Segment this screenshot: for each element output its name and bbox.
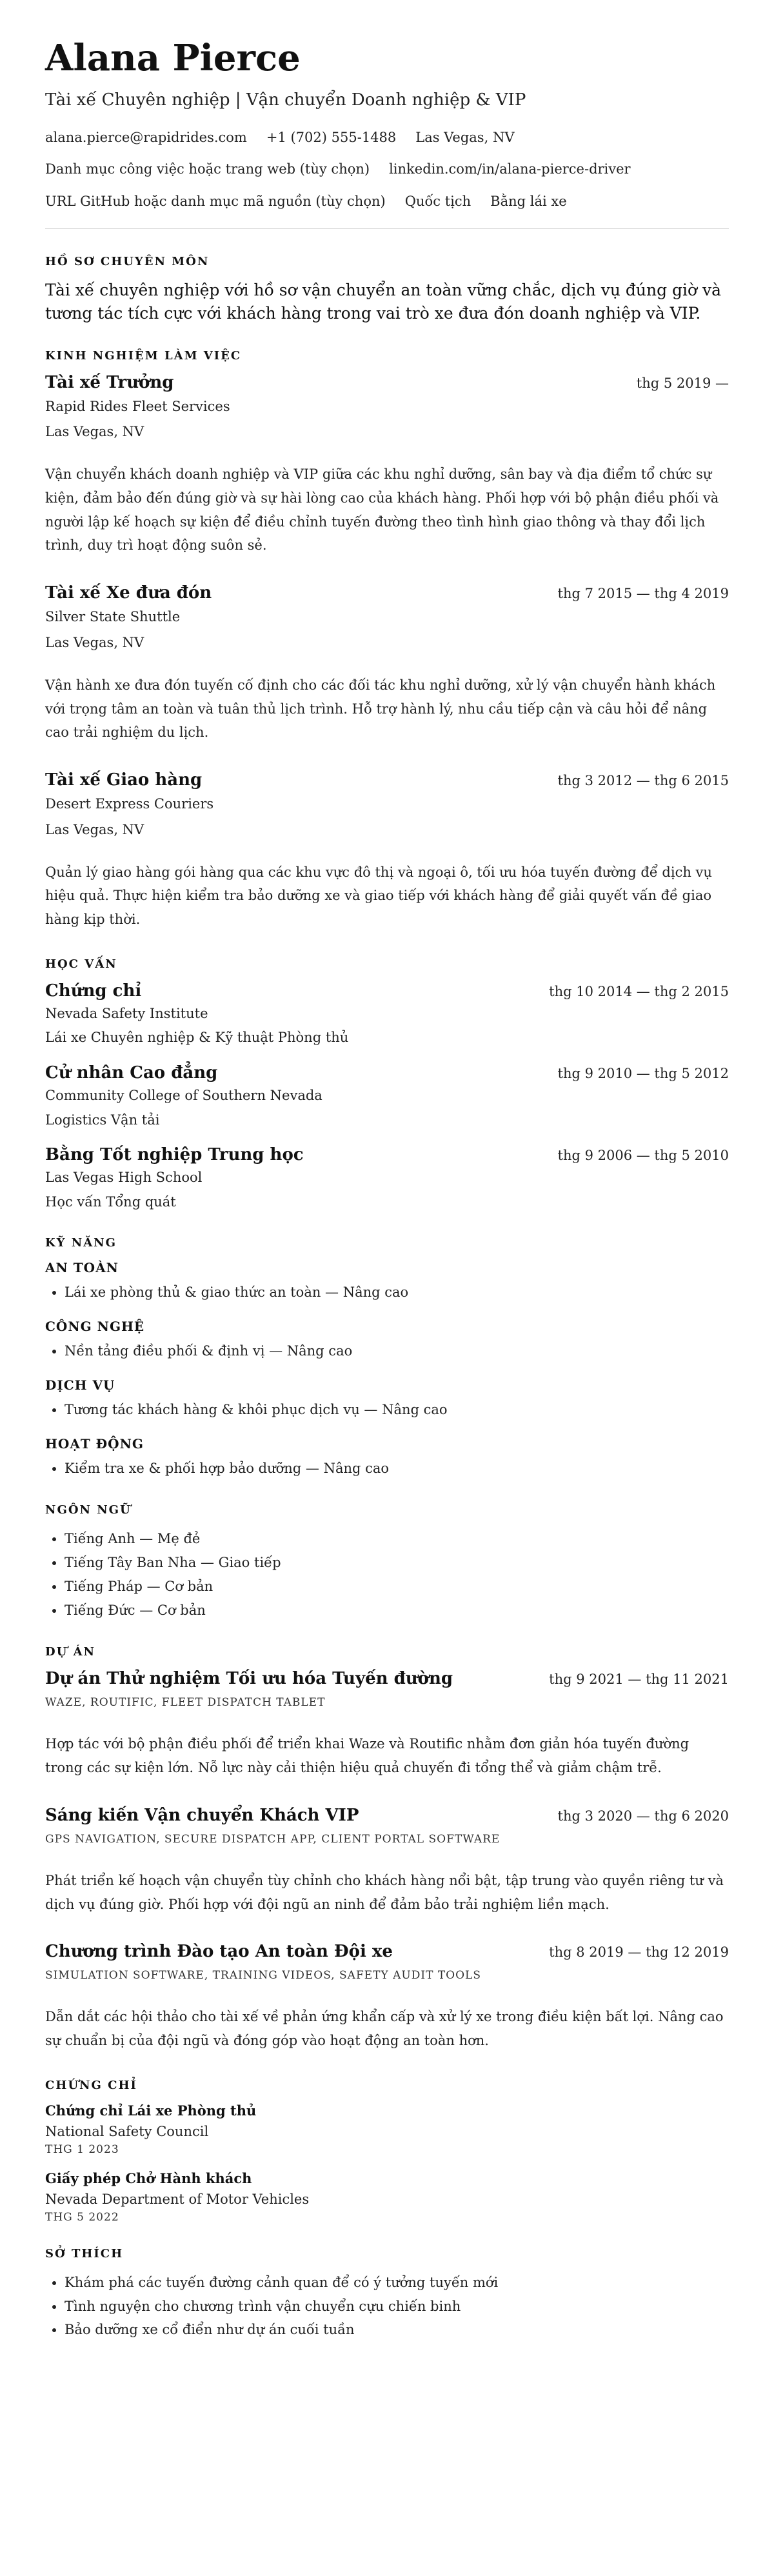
project-tags: SIMULATION SOFTWARE, TRAINING VIDEOS, SAFETY AUDIT TOOLS — [45, 1969, 481, 1982]
job-location: Las Vegas, NV — [45, 634, 144, 650]
experience-section — [45, 349, 729, 932]
contact-linkedin[interactable]: linkedin.com/in/alana-pierce-driver — [389, 161, 631, 177]
section-title: NGÔN NGỮ — [45, 1503, 132, 1517]
interests-section — [45, 2247, 729, 2342]
degree-title: Chứng chỉ — [45, 981, 142, 1001]
section-title: KINH NGHIỆM LÀM VIỆC — [45, 348, 242, 363]
skill-item: • Lái xe phòng thủ & giao thức an toàn — Nâng cao — [64, 1281, 729, 1304]
certificate-date: THG 5 2022 — [45, 2210, 119, 2224]
education-date: thg 9 2006 — thg 5 2010 — [557, 1148, 729, 1164]
job-description: Quản lý giao hàng gói hàng qua các khu vực đô thị và ngoại ô, tối ưu hóa tuyến đường để dịch vụ hiệu quả. Thực hiện kiểm tra bảo dưỡng xe và giao tiếp với khách hàng để giải quyết vấn đề giao hàng kịp thời. — [45, 864, 712, 928]
language-list — [45, 1527, 729, 1622]
section-title: HỒ SƠ CHUYÊN MÔN — [45, 255, 210, 269]
contact-location: Las Vegas, NV — [415, 129, 515, 145]
summary-text: Tài xế chuyên nghiệp với hồ sơ vận chuyển an toàn vững chắc, dịch vụ đúng giờ và tương tác tích cực với khách hàng trong vai trò xe đưa đón doanh nghiệp và VIP. — [45, 281, 722, 323]
job-title: Tài xế Xe đưa đón — [45, 583, 212, 603]
field-of-study: Logistics Vận tải — [45, 1112, 160, 1128]
projects-section — [45, 1645, 729, 2053]
contact-phone[interactable]: +1 (702) 555-1488 — [266, 129, 397, 145]
project-entry — [45, 1806, 729, 1917]
experience-entry — [45, 373, 729, 558]
certificate-issuer: Nevada Department of Motor Vehicles — [45, 2191, 310, 2207]
experience-entry — [45, 583, 729, 744]
language-item: • Tiếng Đức — Cơ bản — [64, 1599, 729, 1622]
job-title: Tài xế Trưởng — [45, 372, 174, 392]
job-date: thg 3 2012 — thg 6 2015 — [557, 773, 729, 789]
project-description: Phát triển kế hoạch vận chuyển tùy chỉnh cho khách hàng nổi bật, tập trung vào quyền riêng tư và dịch vụ đúng giờ. Phối hợp với đội ngũ an ninh để đảm bảo trải nghiệm liền mạch. — [45, 1872, 724, 1912]
project-description: Hợp tác với bộ phận điều phối để triển khai Waze và Routific nhằm đơn giản hóa tuyến đường trong các sự kiện lớn. Nỗ lực này cải thiện hiệu quả chuyến đi tổng thể và giảm chậm trễ. — [45, 1736, 690, 1776]
project-tags: GPS NAVIGATION, SECURE DISPATCH APP, CLIENT PORTAL SOFTWARE — [45, 1832, 501, 1846]
certificate-date: THG 1 2023 — [45, 2142, 119, 2156]
degree-title: Bằng Tốt nghiệp Trung học — [45, 1145, 304, 1165]
job-description: Vận hành xe đưa đón tuyến cố định cho các đối tác khu nghỉ dưỡng, xử lý vận chuyển hành khách với trọng tâm an toàn và tuân thủ lịch trình. Hỗ trợ hành lý, nhu cầu tiếp cận và câu hỏi để nâng cao trải nghiệm du lịch. — [45, 677, 716, 741]
skill-list — [45, 1281, 729, 1304]
project-title: Sáng kiến Vận chuyển Khách VIP — [45, 1805, 359, 1825]
project-entry — [45, 1942, 729, 2053]
job-location: Las Vegas, NV — [45, 821, 144, 837]
contact-github[interactable]: URL GitHub hoặc danh mục mã nguồn (tùy chọn) — [45, 193, 386, 209]
contact-nationality: Quốc tịch — [404, 193, 471, 209]
skill-category: CÔNG NGHỆ — [45, 1319, 145, 1335]
interest-item: • Tình nguyện cho chương trình vận chuyển cựu chiến binh — [64, 2295, 729, 2319]
skill-item: • Nền tảng điều phối & định vị — Nâng cao — [64, 1339, 729, 1363]
education-entry — [45, 1145, 729, 1213]
skill-group — [45, 1436, 729, 1481]
certificates-section — [45, 2079, 729, 2224]
contact-row-2 — [45, 159, 729, 180]
skill-list — [45, 1457, 729, 1481]
section-title: CHỨNG CHỈ — [45, 2078, 137, 2092]
job-company: Silver State Shuttle — [45, 609, 181, 625]
section-title: KỸ NĂNG — [45, 1236, 117, 1250]
education-section — [45, 957, 729, 1213]
section-title: DỰ ÁN — [45, 1645, 95, 1659]
candidate-headline: Tài xế Chuyên nghiệp | Vận chuyển Doanh nghiệp & VIP — [45, 90, 526, 110]
interest-item: • Bảo dưỡng xe cổ điển như dự án cuối tuần — [64, 2318, 729, 2342]
education-entry — [45, 981, 729, 1049]
school-name: Las Vegas High School — [45, 1170, 203, 1186]
skill-group — [45, 1319, 729, 1363]
header-divider — [45, 228, 729, 229]
skill-category: HOẠT ĐỘNG — [45, 1435, 144, 1452]
languages-section — [45, 1503, 729, 1622]
certificate-name: Chứng chỉ Lái xe Phòng thủ — [45, 2102, 257, 2119]
summary-section — [45, 255, 729, 326]
skill-category: DỊCH VỤ — [45, 1377, 115, 1393]
language-item: • Tiếng Pháp — Cơ bản — [64, 1575, 729, 1599]
certificate-name: Giấy phép Chở Hành khách — [45, 2170, 252, 2186]
contact-email[interactable]: alana.pierce@rapidrides.com — [45, 129, 247, 145]
project-title: Chương trình Đào tạo An toàn Đội xe — [45, 1942, 393, 1962]
school-name: Nevada Safety Institute — [45, 1005, 208, 1021]
project-description: Dẫn dắt các hội thảo cho tài xế về phản ứng khẩn cấp và xử lý xe trong điều kiện bất lợi. Nâng cao sự chuẩn bị của đội ngũ và đóng góp vào hoạt động an toàn hơn. — [45, 2009, 724, 2049]
contact-row-3 — [45, 192, 729, 212]
job-date: thg 5 2019 — — [636, 375, 729, 391]
field-of-study: Học vấn Tổng quát — [45, 1193, 176, 1210]
project-title: Dự án Thử nghiệm Tối ưu hóa Tuyến đường — [45, 1669, 453, 1689]
interest-item: • Khám phá các tuyến đường cảnh quan để có ý tưởng tuyến mới — [64, 2271, 729, 2295]
job-date: thg 7 2015 — thg 4 2019 — [557, 586, 729, 602]
project-entry — [45, 1669, 729, 1780]
language-item: • Tiếng Tây Ban Nha — Giao tiếp — [64, 1551, 729, 1575]
certificate-issuer: National Safety Council — [45, 2123, 209, 2139]
skill-item: • Tương tác khách hàng & khôi phục dịch vụ — Nâng cao — [64, 1398, 729, 1422]
degree-title: Cử nhân Cao đẳng — [45, 1063, 218, 1083]
skill-group — [45, 1260, 729, 1304]
job-title: Tài xế Giao hàng — [45, 770, 203, 790]
experience-entry — [45, 770, 729, 932]
skill-category: AN TOÀN — [45, 1260, 119, 1276]
certificate-entry — [45, 2102, 729, 2156]
project-date: thg 9 2021 — thg 11 2021 — [549, 1672, 729, 1688]
project-tags: WAZE, ROUTIFIC, FLEET DISPATCH TABLET — [45, 1696, 326, 1710]
skills-section — [45, 1236, 729, 1480]
skill-group — [45, 1377, 729, 1422]
skill-list — [45, 1339, 729, 1363]
resume-header — [45, 39, 729, 212]
candidate-name: Alana Pierce — [45, 37, 301, 79]
education-entry — [45, 1063, 729, 1131]
education-date: thg 9 2010 — thg 5 2012 — [557, 1066, 729, 1082]
skill-item: • Kiểm tra xe & phối hợp bảo dưỡng — Nâng cao — [64, 1457, 729, 1481]
contact-row-1 — [45, 128, 729, 148]
contact-portfolio[interactable]: Danh mục công việc hoặc trang web (tùy chọn) — [45, 161, 370, 177]
job-description: Vận chuyển khách doanh nghiệp và VIP giữa các khu nghỉ dưỡng, sân bay và địa điểm tổ chức sự kiện, đảm bảo đến đúng giờ và sự hài lòng cao của khách hàng. Phối hợp với bộ phận điều phối và người lập kế hoạch sự kiện để điều chỉnh tuyến đường theo tình hình giao thông và thay đổi lịch trình, duy trì hoạt động suôn sẻ. — [45, 466, 719, 554]
job-location: Las Vegas, NV — [45, 424, 144, 440]
project-date: thg 3 2020 — thg 6 2020 — [557, 1808, 729, 1824]
project-date: thg 8 2019 — thg 12 2019 — [549, 1944, 729, 1961]
language-item: • Tiếng Anh — Mẹ đẻ — [64, 1527, 729, 1551]
education-date: thg 10 2014 — thg 2 2015 — [549, 983, 729, 999]
section-title: SỞ THÍCH — [45, 2246, 124, 2261]
job-company: Desert Express Couriers — [45, 796, 214, 812]
contact-license: Bằng lái xe — [490, 193, 567, 209]
field-of-study: Lái xe Chuyên nghiệp & Kỹ thuật Phòng thủ — [45, 1030, 349, 1046]
school-name: Community College of Southern Nevada — [45, 1088, 322, 1104]
job-company: Rapid Rides Fleet Services — [45, 398, 230, 414]
certificate-entry — [45, 2170, 729, 2224]
skill-list — [45, 1398, 729, 1422]
interest-list — [45, 2271, 729, 2342]
section-title: HỌC VẤN — [45, 957, 117, 971]
